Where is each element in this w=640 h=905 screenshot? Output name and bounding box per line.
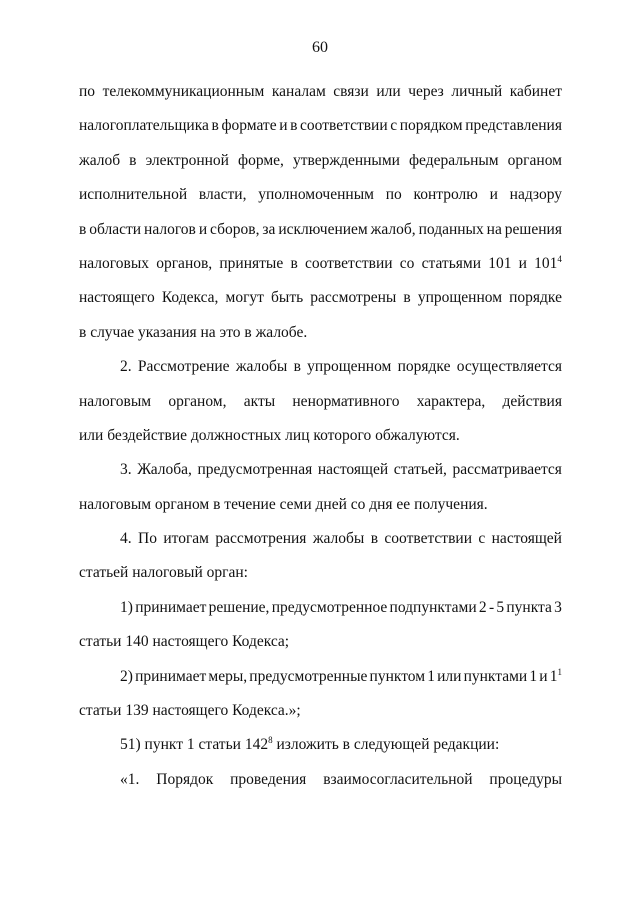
- word: налоговым: [79, 392, 152, 410]
- word: в: [370, 530, 379, 548]
- text-line: [79, 522, 562, 556]
- word: формате: [221, 117, 277, 135]
- word: статьей,: [393, 461, 447, 479]
- word: по: [79, 83, 96, 100]
- word: решения: [504, 220, 562, 238]
- word: пунктом: [369, 667, 426, 685]
- word: уполномоченным: [258, 186, 374, 204]
- text-line: [79, 385, 562, 419]
- word: «1.: [120, 770, 140, 788]
- point-ref-1-1: $1^1$: [549, 666, 562, 685]
- text-line: статьи 140 настоящего Кодекса;: [79, 633, 290, 651]
- word: федеральным: [409, 151, 499, 169]
- page-number: 60: [312, 39, 328, 56]
- word: осуществляется: [456, 358, 562, 376]
- word: в: [129, 151, 137, 169]
- text-line: [79, 728, 562, 762]
- word: предусмотренное: [271, 598, 388, 616]
- word: акты: [243, 392, 276, 410]
- word: упрощенном: [307, 358, 392, 376]
- line-fragment: 51) пункт 1 статьи: [120, 736, 245, 754]
- word: власти,: [198, 186, 247, 204]
- word: и: [198, 220, 208, 238]
- word: и: [279, 117, 288, 135]
- word: настоящей: [317, 461, 389, 479]
- word: По: [138, 530, 157, 548]
- word: утвержденными: [292, 151, 400, 169]
- word: настоящего: [79, 289, 155, 307]
- word: 5: [496, 598, 505, 616]
- text-line: [79, 350, 562, 384]
- article-ref-142-8: $142^8$: [244, 735, 273, 754]
- word: представления: [465, 117, 562, 135]
- word: 2.: [120, 358, 132, 376]
- word: жалоб: [79, 151, 121, 169]
- word: статьями: [421, 254, 482, 272]
- word: и: [539, 667, 548, 685]
- word: в: [290, 117, 298, 135]
- word: соответствии: [384, 530, 472, 548]
- word: или: [376, 83, 401, 100]
- word: за: [262, 220, 276, 238]
- word: 3.: [120, 461, 132, 479]
- text-line: [79, 591, 562, 625]
- word: в: [290, 254, 298, 272]
- text-line: статьи 139 настоящего Кодекса.»;: [79, 702, 301, 720]
- word: через: [408, 83, 444, 100]
- word: и: [489, 186, 498, 204]
- word: со: [399, 254, 415, 272]
- text-line: статьей налоговый орган:: [79, 564, 248, 582]
- word: характера,: [416, 392, 486, 410]
- text-line: [79, 213, 562, 247]
- word: меры,: [208, 667, 248, 685]
- word: контролю: [413, 186, 478, 204]
- word: органом: [507, 151, 562, 169]
- text-line: [79, 75, 562, 109]
- word: порядке: [509, 289, 562, 307]
- word: принимает: [135, 667, 207, 685]
- word: соответствии: [300, 117, 388, 135]
- word: налогоплательщика: [79, 117, 209, 135]
- word: 3: [554, 598, 562, 616]
- word: по: [385, 186, 402, 204]
- word: налогов: [144, 220, 196, 238]
- word: рассматривается: [452, 461, 562, 479]
- word: 1): [120, 598, 133, 616]
- word: порядке: [397, 358, 451, 376]
- text-line: [79, 109, 562, 143]
- document-body: [79, 75, 562, 797]
- text-line: [79, 178, 562, 212]
- text-line: [79, 660, 562, 694]
- word: на: [486, 220, 502, 238]
- word: 2: [478, 598, 487, 616]
- word: принимает: [135, 598, 207, 616]
- word: и: [518, 254, 527, 272]
- word: подпунктами: [389, 598, 477, 616]
- word: электронной: [145, 151, 229, 169]
- word: в: [403, 289, 411, 307]
- word: кабинет: [509, 83, 562, 100]
- article-ref-101-4: $101^4$: [534, 253, 562, 272]
- word: Жалоба,: [137, 461, 192, 479]
- word: решение,: [208, 598, 270, 616]
- word: в: [211, 117, 219, 135]
- word: соответствии: [304, 254, 393, 272]
- word: рассмотрены: [310, 289, 397, 307]
- word: 101: [488, 254, 512, 272]
- word: личный: [451, 83, 503, 100]
- word: в: [293, 358, 301, 376]
- word: проведения: [230, 770, 307, 788]
- word: с: [390, 117, 398, 135]
- word: ненормативного: [292, 392, 400, 410]
- word: процедуры: [489, 770, 562, 788]
- word: жалобы: [235, 358, 288, 376]
- word: области: [89, 220, 142, 238]
- word: принятые: [219, 254, 284, 272]
- word: действия: [502, 392, 562, 410]
- text-line: в случае указания на это в жалобе.: [79, 323, 308, 341]
- word: органом,: [168, 392, 227, 410]
- text-line: или бездействие должностных лиц которого обжалуются.: [79, 426, 460, 444]
- word: предусмотренная: [197, 461, 313, 479]
- word: каналам: [271, 83, 326, 100]
- word: в: [79, 220, 87, 238]
- word: исключением: [278, 220, 368, 238]
- word: или: [437, 667, 462, 685]
- word: органов,: [156, 254, 213, 272]
- word: Порядок: [156, 770, 214, 788]
- word: Кодекса,: [161, 289, 219, 307]
- text-line: [79, 144, 562, 178]
- text-line: [79, 281, 562, 315]
- word: жалобы: [312, 530, 365, 548]
- word: налоговых: [79, 254, 149, 272]
- word: предусмотренные: [249, 667, 368, 685]
- word: упрощенном: [417, 289, 503, 307]
- word: телекоммуникационным: [102, 83, 265, 100]
- line-fragment: изложить в следующей редакции:: [272, 736, 500, 754]
- word: взаимосогласительной: [323, 770, 473, 788]
- word: поданных: [418, 220, 484, 238]
- text-line: налоговым органом в течение семи дней со дня ее получения.: [79, 495, 488, 513]
- word: 1: [427, 667, 435, 685]
- word: 1: [529, 667, 538, 685]
- word: сборов,: [210, 220, 260, 238]
- word: пунктами: [463, 667, 528, 685]
- word: -: [488, 598, 495, 616]
- word: пункта: [506, 598, 552, 616]
- word: итогам: [163, 530, 209, 548]
- word: настоящей: [491, 530, 562, 548]
- word: рассмотрения: [215, 530, 307, 548]
- text-line: [79, 763, 562, 797]
- word: надзору: [509, 186, 562, 204]
- word: форме,: [238, 151, 284, 169]
- word: Рассмотрение: [137, 358, 230, 376]
- word: быть: [271, 289, 304, 307]
- word: исполнительной: [79, 186, 188, 204]
- word: жалоб,: [370, 220, 416, 238]
- text-line: [79, 247, 562, 281]
- text-line: [79, 453, 562, 487]
- word: 4.: [120, 530, 132, 548]
- word: с: [478, 530, 486, 548]
- word: связи: [333, 83, 369, 100]
- word: порядком: [399, 117, 463, 135]
- word: 2): [120, 667, 133, 685]
- word: могут: [225, 289, 264, 307]
